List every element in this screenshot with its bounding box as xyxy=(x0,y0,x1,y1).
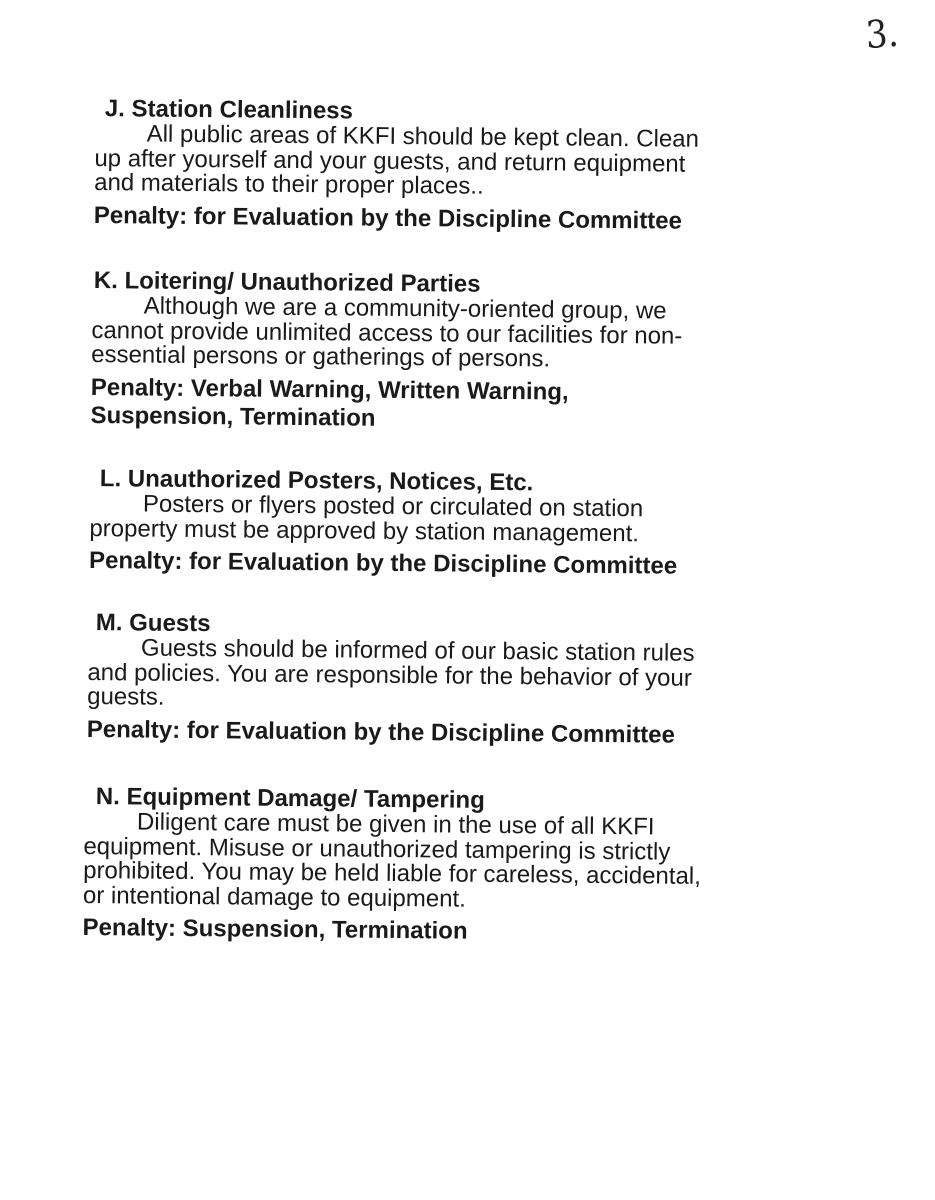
section-body: Guests should be informed of our basic station rules and policies. You are responsible for the behavior of your guests. xyxy=(87,633,695,711)
page-number: 3. xyxy=(864,10,900,58)
section-body: Although we are a community-oriented group, we cannot provide unlimited access to our facilities for non- essential persons or gatherings of persons. xyxy=(91,291,683,373)
section-heading: M. Guests xyxy=(95,609,211,638)
section-body: Posters or flyers posted or circulated on station property must be approved by station management. xyxy=(89,489,644,547)
section-heading: K. Loitering/ Unauthorized Parties xyxy=(93,267,481,298)
section-body: All public areas of KKFI should be kept clean. Clean up after yourself and your guests, and return equipment and materials to their proper places.. xyxy=(94,119,700,200)
section-heading: L. Unauthorized Posters, Notices, Etc. xyxy=(99,465,534,497)
section-heading: J. Station Cleanliness xyxy=(104,95,354,125)
section-body: Diligent care must be given in the use of all KKFI equipment. Misuse or unauthorized tampering is strictly prohibited. You may be held liable for careless, accidental, or intentional damage to equipment. xyxy=(82,807,701,913)
section-guests xyxy=(87,610,695,749)
section-unauthorized-posters xyxy=(89,466,678,581)
section-station-cleanliness xyxy=(94,96,700,235)
section-penalty: Penalty: Suspension, Termination xyxy=(82,913,468,945)
section-penalty: Penalty: Verbal Warning, Written Warning, Suspension, Termination xyxy=(90,373,569,432)
section-penalty: Penalty: for Evaluation by the Discipline Committee xyxy=(86,715,676,749)
section-penalty: Penalty: for Evaluation by the Discipline Committee xyxy=(93,201,683,235)
section-equipment-damage xyxy=(82,784,701,948)
section-loitering xyxy=(90,268,682,435)
section-heading: N. Equipment Damage/ Tampering xyxy=(95,783,485,814)
section-penalty: Penalty: for Evaluation by the Discipline Committee xyxy=(88,546,678,580)
